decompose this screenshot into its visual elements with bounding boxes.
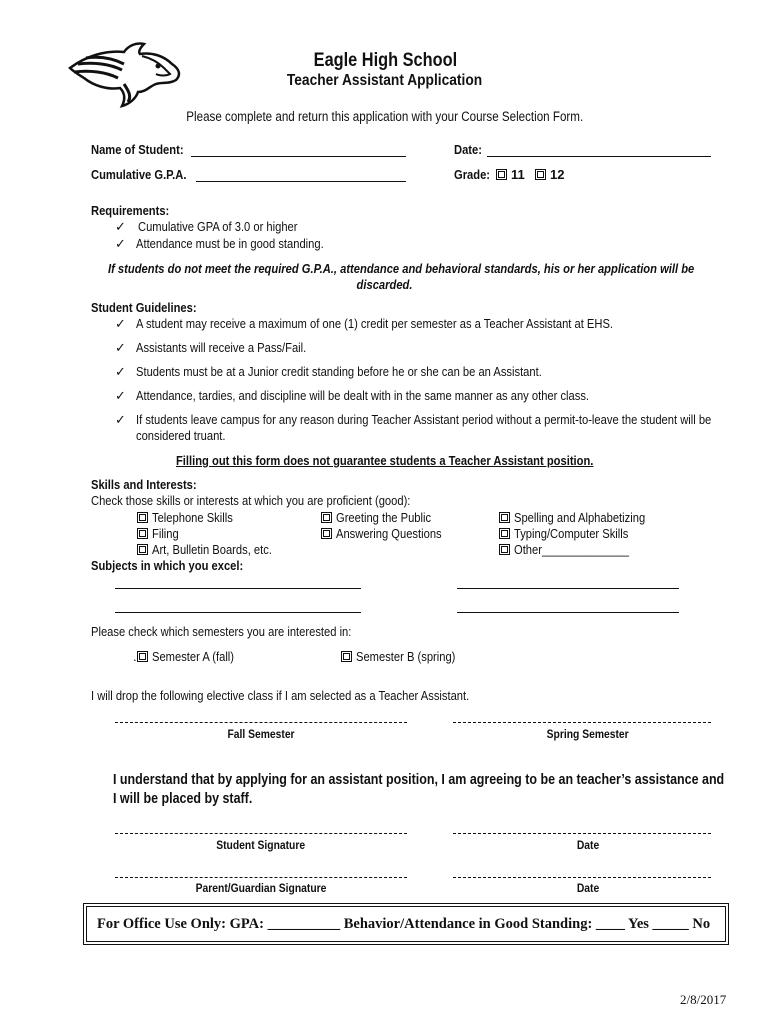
gpa-field[interactable] xyxy=(196,181,406,182)
date-field[interactable] xyxy=(487,156,711,157)
warning-text: If students do not meet the required G.P.A., attendance and behavioral standards, his or her application will be xyxy=(108,261,695,276)
skill-art-checkbox[interactable]: Art, Bulletin Boards, etc. xyxy=(137,542,291,557)
checkbox-icon xyxy=(499,528,510,539)
subject-field[interactable] xyxy=(457,588,679,589)
checkmark-icon: ✓ xyxy=(115,388,126,403)
office-use-box xyxy=(86,906,726,942)
grade-label: Grade: xyxy=(454,167,491,182)
date-label-1: Date xyxy=(576,838,600,852)
name-label: Name of Student: xyxy=(91,142,184,157)
semester-b-checkbox[interactable]: Semester B (spring) xyxy=(341,649,472,664)
date-label-2: Date xyxy=(576,881,600,895)
elective-statement: I will drop the following elective class if I am selected as a Teacher Assistant. xyxy=(91,688,470,703)
warning-text-cont: discarded. xyxy=(357,277,413,292)
checkmark-icon: ✓ xyxy=(115,340,126,355)
checkbox-icon xyxy=(137,544,148,555)
guideline-item: If students leave campus for any reason during Teacher Assistant period without a permit-to-leave the student will be xyxy=(136,412,712,427)
guideline-item: Assistants will receive a Pass/Fail. xyxy=(136,340,307,355)
spring-semester-label: Spring Semester xyxy=(546,727,630,741)
school-name: Eagle High School xyxy=(313,50,457,71)
agreement-text-cont: I will be placed by staff. xyxy=(113,791,253,807)
checkbox-icon xyxy=(499,512,510,523)
student-signature-field[interactable] xyxy=(115,833,407,834)
checkbox-icon xyxy=(341,651,352,662)
requirements-heading: Requirements: xyxy=(91,203,170,218)
skill-spelling-checkbox[interactable]: Spelling and Alphabetizing xyxy=(499,510,667,525)
semester-a-checkbox[interactable]: . Semester A (fall) xyxy=(133,649,234,664)
checkbox-icon xyxy=(321,512,332,523)
skill-greeting-checkbox[interactable]: Greeting the Public xyxy=(321,510,447,525)
form-title: Teacher Assistant Application xyxy=(287,72,483,89)
fall-elective-field[interactable] xyxy=(115,722,407,723)
checkbox-icon xyxy=(499,544,510,555)
spring-elective-field[interactable] xyxy=(453,722,711,723)
parent-signature-label: Parent/Guardian Signature xyxy=(195,881,327,895)
checkmark-icon: ✓ xyxy=(115,316,126,331)
notice-text: Filling out this form does not guarantee students a Teacher Assistant position. xyxy=(176,453,594,468)
checkbox-icon xyxy=(496,169,507,180)
instruction-text: Please complete and return this application with your Course Selection Form. xyxy=(186,109,584,124)
guideline-item-cont: considered truant. xyxy=(136,428,226,443)
parent-signature-field[interactable] xyxy=(115,877,407,878)
guideline-item: Attendance, tardies, and discipline will be dealt with in the same manner as any other class. xyxy=(136,388,590,403)
grade-11-checkbox[interactable]: 11 xyxy=(496,167,525,182)
skill-answering-checkbox[interactable]: Answering Questions xyxy=(321,526,459,541)
checkmark-icon: ✓ xyxy=(115,412,126,427)
subject-field[interactable] xyxy=(115,588,361,589)
fall-semester-label: Fall Semester xyxy=(227,727,295,741)
guideline-item: Students must be at a Junior credit standing before he or she can be an Assistant. xyxy=(136,364,542,379)
office-use-text: For Office Use Only: GPA: __________ Behavior/Attendance in Good Standing: ____ Yes _____ No xyxy=(97,916,711,932)
checkbox-icon xyxy=(535,169,546,180)
skill-other-checkbox[interactable]: Other______________ xyxy=(499,542,648,557)
guideline-item: A student may receive a maximum of one (1) credit per semester as a Teacher Assistant at EHS. xyxy=(136,316,614,331)
student-date-field[interactable] xyxy=(453,833,711,834)
footer-date: 2/8/2017 xyxy=(680,992,727,1007)
checkmark-icon: ✓ xyxy=(115,364,126,379)
checkmark-icon: ✓ xyxy=(115,236,126,251)
requirement-item: Attendance must be in good standing. xyxy=(136,236,324,251)
grade-12-checkbox[interactable]: 12 xyxy=(535,167,564,182)
date-label: Date: xyxy=(454,142,482,157)
semester-question: Please check which semesters you are interested in: xyxy=(91,624,352,639)
skills-heading: Skills and Interests: xyxy=(91,477,197,492)
parent-date-field[interactable] xyxy=(453,877,711,878)
checkbox-icon xyxy=(137,512,148,523)
skill-telephone-checkbox[interactable]: Telephone Skills xyxy=(137,510,246,525)
skill-typing-checkbox[interactable]: Typing/Computer Skills xyxy=(499,526,647,541)
subjects-label: Subjects in which you excel: xyxy=(91,558,244,573)
gpa-label: Cumulative G.P.A. xyxy=(91,167,187,182)
name-field[interactable] xyxy=(191,156,406,157)
skill-filing-checkbox[interactable]: Filing xyxy=(137,526,183,541)
checkbox-icon xyxy=(137,528,148,539)
agreement-text: I understand that by applying for an assistant position, I am agreeing to be an teacher’s assistance and xyxy=(113,772,725,788)
student-signature-label: Student Signature xyxy=(216,838,306,852)
checkmark-icon: ✓ xyxy=(115,219,126,234)
skills-instruction: Check those skills or interests at which you are proficient (good): xyxy=(91,493,411,508)
checkbox-icon xyxy=(137,651,148,662)
subject-field[interactable] xyxy=(457,612,679,613)
requirement-item: Cumulative GPA of 3.0 or higher xyxy=(138,219,298,234)
subject-field[interactable] xyxy=(115,612,361,613)
checkbox-icon xyxy=(321,528,332,539)
guidelines-heading: Student Guidelines: xyxy=(91,300,197,315)
